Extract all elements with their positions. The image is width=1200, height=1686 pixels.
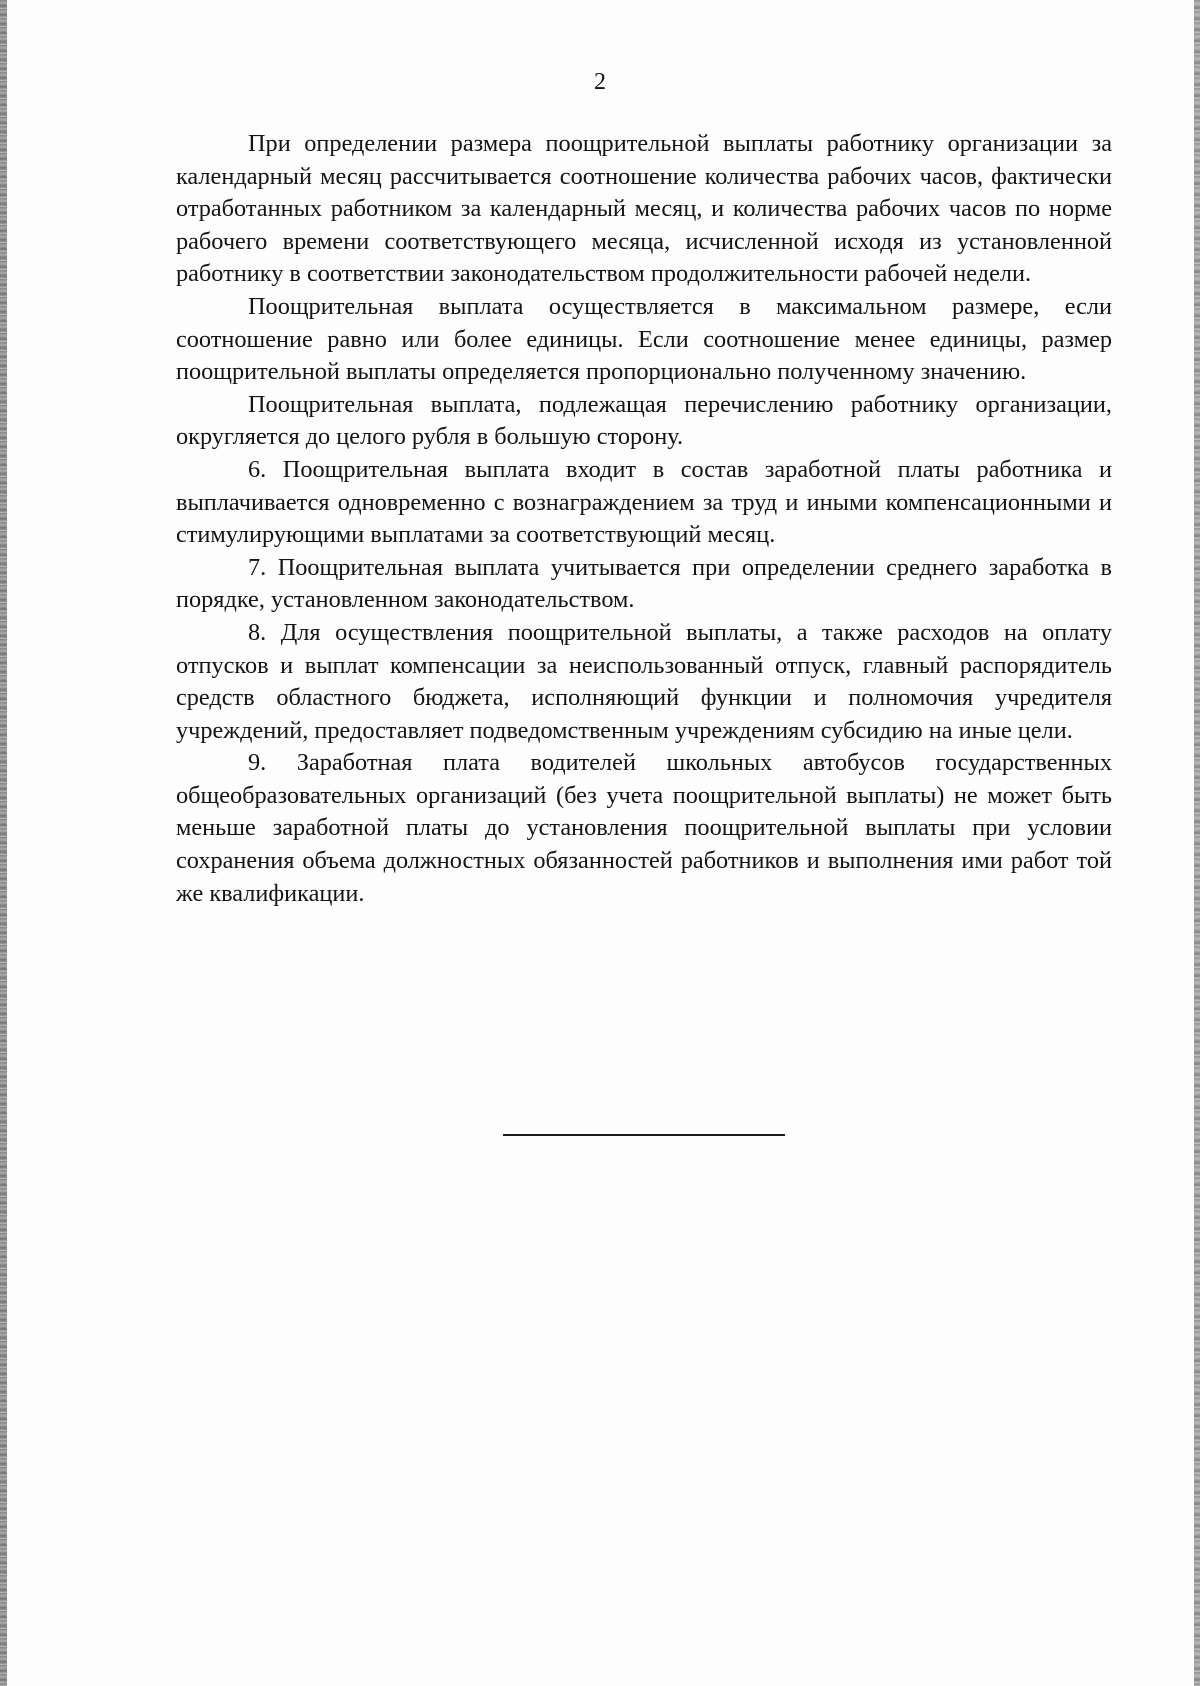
paragraph-item-6: 6. Поощрительная выплата входит в состав заработной платы работника и выплачивается одновременно с вознаграждением за труд и иными компенсационными и стимулирующими выплатами за соответствующий месяц. (176, 455, 1112, 549)
scan-edge-right (1194, 0, 1200, 1686)
end-separator-line (503, 1134, 785, 1136)
paragraph-calculation: При определении размера поощрительной выплаты работнику организации за календарный месяц рассчитывается соотношение количества рабочих часов, фактически отработанных работником за календарный месяц, и количества рабочих часов по норме рабочего времени соответствующего месяца, исчисленной исходя из установленной работнику в соответствии законодательством продолжительности рабочей недели. (176, 130, 1112, 288)
page-number: 2 (594, 69, 606, 95)
scan-edge-left (0, 0, 7, 1686)
paragraph-item-7: 7. Поощрительная выплата учитывается при определении среднего заработка в порядке, установленном законодательством. (176, 553, 1112, 614)
paragraph-item-9: 9. Заработная плата водителей школьных автобусов государственных общеобразовательных организаций (без учета поощрительной выплаты) не может быть меньше заработной платы до установления поощрительной выплаты при условии сохранения объема должностных обязанностей работников и выполнения ими работ той же квалификации. (176, 749, 1112, 907)
paragraph-max-amount: Поощрительная выплата осуществляется в максимальном размере, если соотношение равно или более единицы. Если соотношение менее единицы, размер поощрительной выплаты определяется пропорционально полученному значению. (176, 292, 1112, 386)
paragraph-rounding: Поощрительная выплата, подлежащая перечислению работнику организации, округляется до целого рубля в большую сторону. (176, 390, 1112, 451)
paragraph-item-8: 8. Для осуществления поощрительной выплаты, а также расходов на оплату отпусков и выплат компенсации за неиспользованный отпуск, главный распорядитель средств областного бюджета, исполняющий функции и полномочия учредителя учреждений, предоставляет подведомственным учреждениям субсидию на иные цели. (176, 618, 1112, 744)
document-body (176, 128, 1112, 910)
